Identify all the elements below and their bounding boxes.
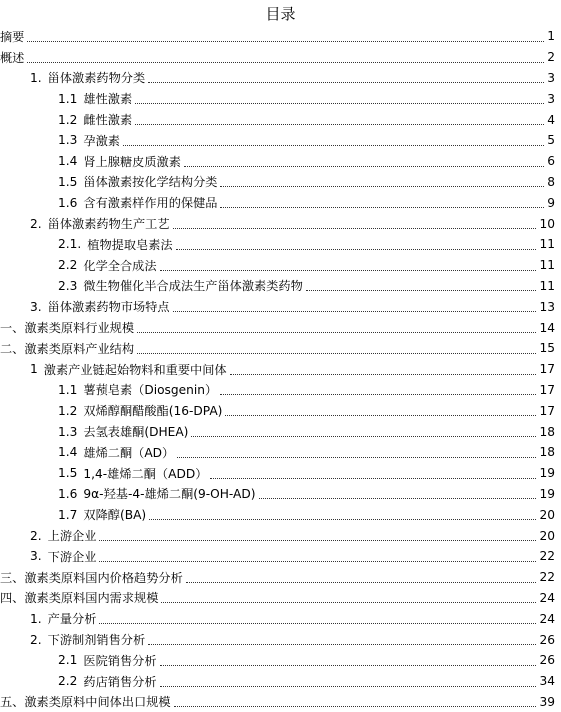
toc-entry-number: 1.5	[58, 466, 77, 480]
toc-entry-text: 三、激素类原料国内价格趋势分析	[0, 569, 183, 586]
toc-entry-page: 22	[539, 549, 555, 563]
toc-dot-leader	[160, 269, 537, 271]
toc-entry[interactable]	[0, 629, 561, 650]
toc-entry[interactable]	[0, 400, 561, 421]
toc-entry-page: 8	[547, 175, 555, 189]
toc-dot-leader	[27, 61, 544, 63]
toc-entry[interactable]	[0, 692, 561, 712]
toc-entry-text: 1,4-雄烯二酮（ADD）	[83, 465, 207, 482]
toc-entry-page: 20	[539, 508, 555, 522]
toc-entry-number: 1.6	[58, 196, 77, 210]
toc-entry-page: 19	[539, 487, 555, 501]
toc-dot-leader	[135, 102, 544, 104]
toc-entry-text: 双烯醇酮醋酸酯(16-DPA)	[83, 402, 222, 419]
toc-entry-page: 17	[539, 362, 555, 376]
toc-entry-text: 植物提取皂素法	[87, 236, 172, 253]
toc-entry-page: 10	[539, 217, 555, 231]
toc-entry[interactable]	[0, 68, 561, 89]
toc-entry-text: 四、激素类原料国内需求规模	[0, 589, 158, 606]
toc-entry-text: 医院销售分析	[83, 652, 156, 669]
toc-entry-text: 孕激素	[83, 132, 120, 149]
toc-dot-leader	[176, 248, 537, 250]
toc-entry-number: 1.7	[58, 508, 77, 522]
toc-entry[interactable]	[0, 546, 561, 567]
toc-dot-leader	[173, 310, 537, 312]
toc-entry[interactable]	[0, 671, 561, 692]
toc-entry-text: 肾上腺糖皮质激素	[83, 153, 181, 170]
toc-entry-number: 2.	[30, 217, 42, 231]
toc-entry-page: 3	[547, 71, 555, 85]
toc-entry-text: 产量分析	[48, 610, 97, 627]
toc-entry-number: 1.3	[58, 133, 77, 147]
toc-entry[interactable]	[0, 608, 561, 629]
toc-entry-text: 甾体激素药物市场特点	[48, 298, 170, 315]
toc-entry[interactable]	[0, 380, 561, 401]
toc-entry-number: 1.1	[58, 92, 77, 106]
toc-entry-text: 下游制剂销售分析	[48, 631, 146, 648]
toc-entry-text: 微生物催化半合成法生产甾体激素类药物	[83, 277, 302, 294]
toc-entry-page: 5	[547, 133, 555, 147]
toc-entry-page: 14	[539, 321, 555, 335]
toc-entry-number: 2.3	[58, 279, 77, 293]
toc-entry[interactable]	[0, 359, 561, 380]
toc-entry[interactable]	[0, 421, 561, 442]
toc-entry-page: 19	[539, 466, 555, 480]
toc-entry-page: 9	[547, 196, 555, 210]
toc-entry-text: 去氢表雄酮(DHEA)	[83, 423, 188, 440]
toc-entry-number: 1.1	[58, 383, 77, 397]
toc-entry-text: 含有激素样作用的保健品	[83, 194, 217, 211]
toc-entry[interactable]	[0, 296, 561, 317]
toc-entry-number: 3.	[30, 300, 42, 314]
toc-entry-text: 雄性激素	[83, 90, 132, 107]
toc-entry-page: 1	[547, 29, 555, 43]
toc-entry-number: 2.1.	[58, 237, 81, 251]
toc-entry-number: 1.5	[58, 175, 77, 189]
toc-dot-leader	[160, 664, 537, 666]
toc-entry-number: 3.	[30, 549, 42, 563]
toc-entry-number: 2.	[30, 633, 42, 647]
toc-entry-text: 概述	[0, 49, 24, 66]
toc-entry-text: 双降醇(BA)	[83, 506, 146, 523]
toc-entry-page: 24	[539, 591, 555, 605]
toc-entry-number: 2.2	[58, 258, 77, 272]
toc-dot-leader	[220, 206, 544, 208]
toc-dot-leader	[184, 165, 544, 167]
toc-dot-leader	[220, 393, 536, 395]
toc-dot-leader	[148, 643, 536, 645]
toc-entry-page: 11	[539, 258, 555, 272]
toc-entry-number: 1.2	[58, 113, 77, 127]
toc-entry-page: 3	[547, 92, 555, 106]
toc-dot-leader	[160, 685, 537, 687]
toc-dot-leader	[148, 81, 544, 83]
toc-list	[0, 26, 561, 712]
toc-entry-number: 2.1	[58, 653, 77, 667]
toc-entry-page: 11	[539, 237, 555, 251]
toc-entry-number: 1.	[30, 71, 42, 85]
toc-dot-leader	[259, 497, 537, 499]
toc-entry[interactable]	[0, 525, 561, 546]
toc-dot-leader	[177, 456, 536, 458]
toc-entry[interactable]	[0, 130, 561, 151]
toc-entry[interactable]	[0, 317, 561, 338]
toc-entry-page: 17	[539, 383, 555, 397]
toc-dot-leader	[99, 560, 536, 562]
toc-entry-text: 甾体激素药物生产工艺	[48, 215, 170, 232]
toc-entry-number: 1	[30, 362, 38, 376]
toc-entry[interactable]	[0, 234, 561, 255]
toc-entry[interactable]	[0, 151, 561, 172]
toc-dot-leader	[186, 581, 537, 583]
toc-entry[interactable]	[0, 567, 561, 588]
toc-entry[interactable]	[0, 442, 561, 463]
toc-dot-leader	[210, 477, 536, 479]
toc-entry-page: 11	[539, 279, 555, 293]
toc-entry[interactable]	[0, 338, 561, 359]
toc-entry-text: 甾体激素按化学结构分类	[83, 173, 217, 190]
toc-entry[interactable]	[0, 213, 561, 234]
toc-entry[interactable]	[0, 88, 561, 109]
toc-entry[interactable]	[0, 26, 561, 47]
toc-entry-number: 1.3	[58, 425, 77, 439]
toc-dot-leader	[174, 705, 537, 707]
toc-dot-leader	[123, 144, 544, 146]
toc-dot-leader	[99, 539, 536, 541]
toc-entry-text: 雄烯二酮（AD）	[83, 444, 174, 461]
toc-dot-leader	[27, 40, 544, 42]
toc-dot-leader	[149, 518, 536, 520]
toc-entry-page: 2	[547, 50, 555, 64]
toc-dot-leader	[230, 373, 537, 375]
toc-entry[interactable]	[0, 276, 561, 297]
toc-entry-page: 22	[539, 570, 555, 584]
toc-entry-text: 一、激素类原料行业规模	[0, 319, 134, 336]
toc-entry-page: 17	[539, 404, 555, 418]
toc-entry[interactable]	[0, 172, 561, 193]
toc-entry-page: 24	[539, 612, 555, 626]
toc-entry-page: 4	[547, 113, 555, 127]
toc-entry-text: 上游企业	[48, 527, 97, 544]
toc-title: 目录	[0, 4, 561, 24]
toc-entry[interactable]	[0, 484, 561, 505]
toc-dot-leader	[225, 414, 536, 416]
toc-dot-leader	[173, 227, 537, 229]
toc-entry[interactable]	[0, 463, 561, 484]
toc-dot-leader	[220, 185, 544, 187]
toc-entry-text: 9α-羟基-4-雄烯二酮(9-OH-AD)	[83, 485, 255, 502]
toc-entry-number: 1.6	[58, 487, 77, 501]
toc-entry[interactable]	[0, 47, 561, 68]
toc-entry-text: 激素产业链起始物料和重要中间体	[44, 361, 227, 378]
toc-entry-page: 20	[539, 529, 555, 543]
toc-entry-text: 化学全合成法	[83, 257, 156, 274]
toc-entry-number: 2.2	[58, 674, 77, 688]
toc-entry-text: 甾体激素药物分类	[48, 69, 146, 86]
toc-dot-leader	[161, 601, 536, 603]
toc-entry[interactable]	[0, 109, 561, 130]
toc-entry-text: 摘要	[0, 28, 24, 45]
toc-entry-text: 薯蓣皂素（Diosgenin）	[83, 381, 217, 398]
toc-entry[interactable]	[0, 504, 561, 525]
toc-dot-leader	[135, 123, 544, 125]
toc-entry-page: 26	[539, 633, 555, 647]
toc-entry-page: 39	[539, 695, 555, 709]
toc-entry-text: 药店销售分析	[83, 673, 156, 690]
toc-entry-page: 6	[547, 154, 555, 168]
toc-entry-number: 1.2	[58, 404, 77, 418]
toc-entry-page: 13	[539, 300, 555, 314]
toc-entry[interactable]	[0, 192, 561, 213]
toc-entry-text: 二、激素类原料产业结构	[0, 340, 134, 357]
toc-entry-number: 1.	[30, 612, 42, 626]
toc-entry-text: 下游企业	[48, 548, 97, 565]
toc-entry-page: 26	[539, 653, 555, 667]
toc-entry-number: 1.4	[58, 154, 77, 168]
toc-entry-text: 五、激素类原料中间体出口规模	[0, 693, 171, 710]
toc-entry-page: 18	[539, 445, 555, 459]
toc-entry[interactable]	[0, 255, 561, 276]
toc-dot-leader	[137, 331, 536, 333]
toc-dot-leader	[99, 622, 536, 624]
toc-entry-number: 2.	[30, 529, 42, 543]
toc-dot-leader	[306, 289, 537, 291]
toc-dot-leader	[137, 352, 536, 354]
toc-entry-text: 雌性激素	[83, 111, 132, 128]
toc-entry[interactable]	[0, 650, 561, 671]
toc-dot-leader	[191, 435, 536, 437]
toc-entry-number: 1.4	[58, 445, 77, 459]
toc-entry-page: 34	[539, 674, 555, 688]
toc-entry-page: 15	[539, 341, 555, 355]
toc-entry-page: 18	[539, 425, 555, 439]
toc-entry[interactable]	[0, 588, 561, 609]
